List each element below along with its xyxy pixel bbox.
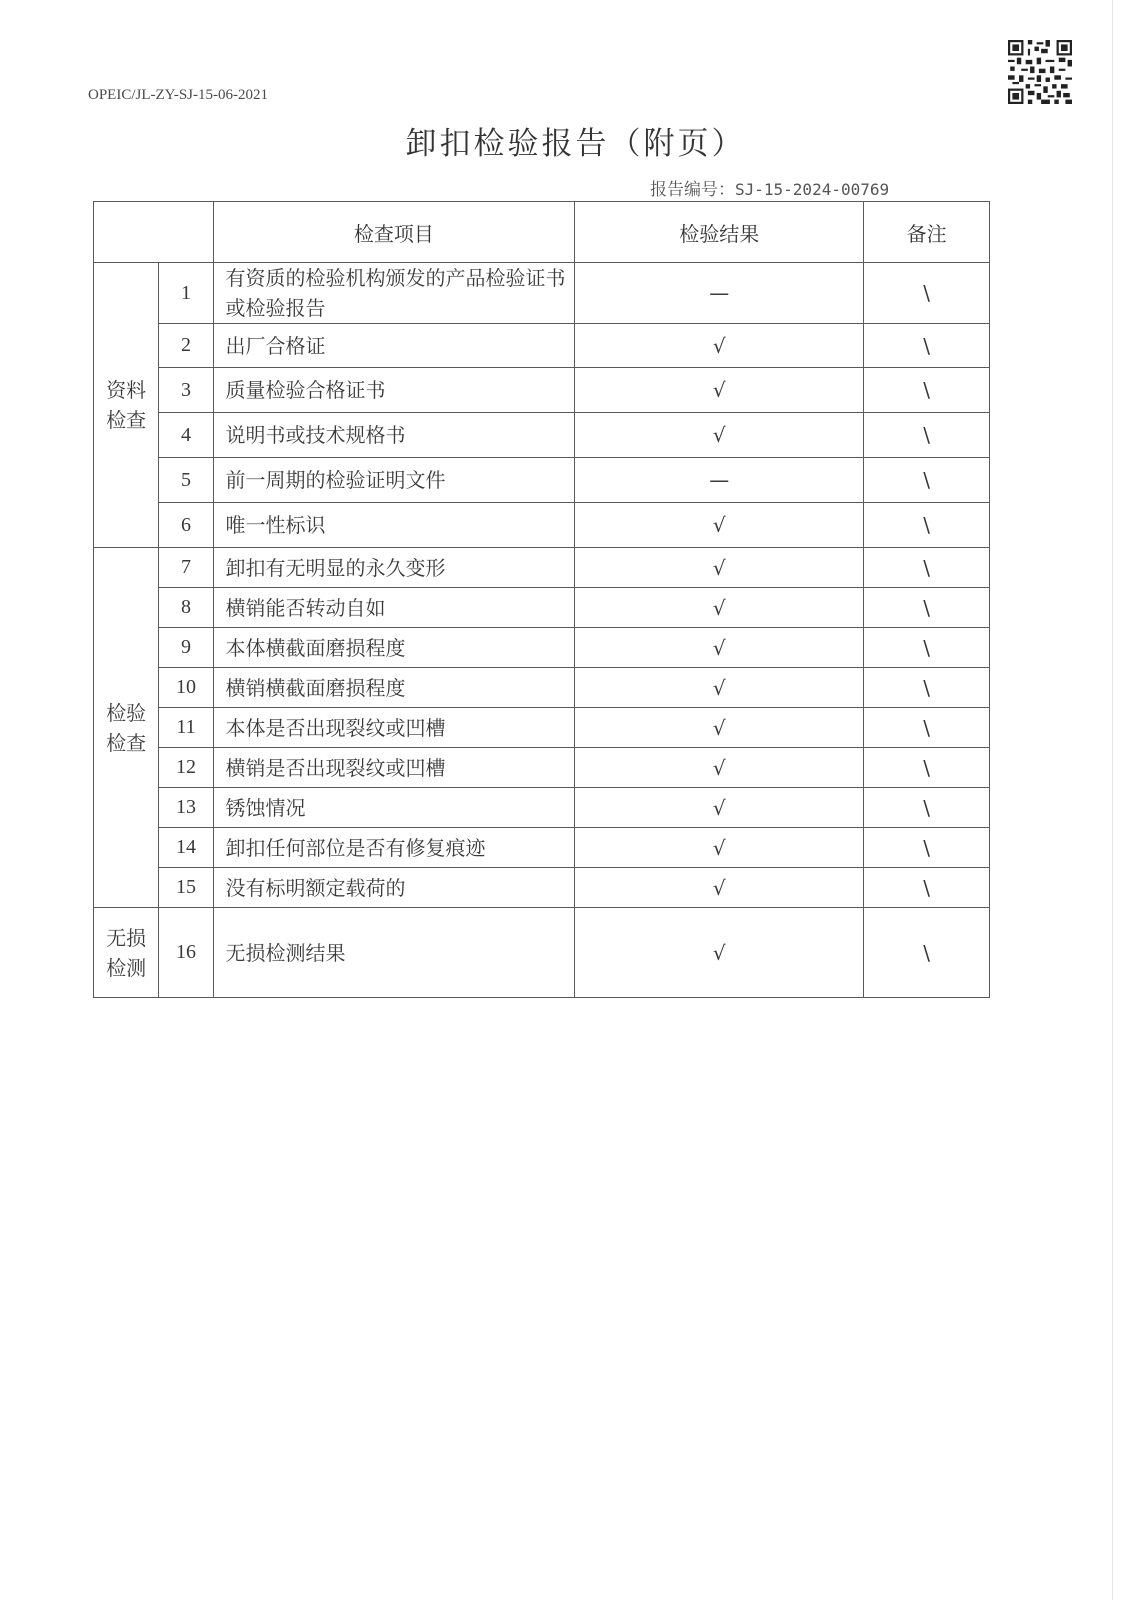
row-item: 说明书或技术规格书 bbox=[213, 413, 575, 458]
row-remark: \ bbox=[864, 868, 990, 908]
table-row bbox=[94, 458, 990, 503]
row-result: √ bbox=[575, 368, 864, 413]
category-label: 检验检查 bbox=[106, 700, 147, 755]
row-item: 没有标明额定载荷的 bbox=[213, 868, 575, 908]
row-result: √ bbox=[575, 324, 864, 368]
row-item: 锈蚀情况 bbox=[213, 788, 575, 828]
category-cell bbox=[94, 908, 159, 998]
row-item: 无损检测结果 bbox=[213, 908, 575, 998]
row-remark: \ bbox=[864, 628, 990, 668]
row-result: √ bbox=[575, 748, 864, 788]
row-remark: \ bbox=[864, 548, 990, 588]
category-cell bbox=[94, 263, 159, 548]
row-result: √ bbox=[575, 868, 864, 908]
table-row bbox=[94, 368, 990, 413]
row-number: 3 bbox=[159, 368, 213, 413]
row-number: 13 bbox=[159, 788, 213, 828]
category-label: 无损检测 bbox=[106, 925, 147, 980]
row-result: √ bbox=[575, 828, 864, 868]
row-remark: \ bbox=[864, 788, 990, 828]
row-number: 15 bbox=[159, 868, 213, 908]
table-row bbox=[94, 868, 990, 908]
row-result: √ bbox=[575, 588, 864, 628]
report-number-value: SJ-15-2024-00769 bbox=[735, 180, 890, 199]
row-item: 出厂合格证 bbox=[213, 324, 575, 368]
row-number: 16 bbox=[159, 908, 213, 998]
report-number bbox=[650, 175, 889, 200]
row-item: 有资质的检验机构颁发的产品检验证书或检验报告 bbox=[213, 263, 575, 324]
page-title: 卸扣检验报告（附页） bbox=[405, 126, 746, 162]
qr-code-icon bbox=[1008, 40, 1072, 104]
document-code: OPEIC/JL-ZY-SJ-15-06-2021 bbox=[88, 87, 268, 103]
row-result: √ bbox=[575, 668, 864, 708]
row-number: 1 bbox=[159, 263, 213, 324]
row-item: 横销横截面磨损程度 bbox=[213, 668, 575, 708]
row-item: 卸扣任何部位是否有修复痕迹 bbox=[213, 828, 575, 868]
header-item: 检查项目 bbox=[213, 202, 575, 263]
row-remark: \ bbox=[864, 263, 990, 324]
row-remark: \ bbox=[864, 668, 990, 708]
row-result: √ bbox=[575, 908, 864, 998]
header-result: 检验结果 bbox=[575, 202, 864, 263]
row-result: √ bbox=[575, 708, 864, 748]
table-row bbox=[94, 628, 990, 668]
row-number: 9 bbox=[159, 628, 213, 668]
inspection-table bbox=[93, 201, 990, 998]
row-number: 11 bbox=[159, 708, 213, 748]
table-row bbox=[94, 748, 990, 788]
row-item: 唯一性标识 bbox=[213, 503, 575, 548]
row-result: √ bbox=[575, 413, 864, 458]
row-remark: \ bbox=[864, 503, 990, 548]
row-number: 6 bbox=[159, 503, 213, 548]
row-remark: \ bbox=[864, 908, 990, 998]
row-number: 2 bbox=[159, 324, 213, 368]
row-result: √ bbox=[575, 503, 864, 548]
category-label: 资料检查 bbox=[106, 378, 147, 432]
row-item: 本体横截面磨损程度 bbox=[213, 628, 575, 668]
row-item: 本体是否出现裂纹或凹槽 bbox=[213, 708, 575, 748]
table-row bbox=[94, 668, 990, 708]
row-number: 5 bbox=[159, 458, 213, 503]
row-number: 10 bbox=[159, 668, 213, 708]
row-number: 7 bbox=[159, 548, 213, 588]
row-number: 8 bbox=[159, 588, 213, 628]
table-row bbox=[94, 708, 990, 748]
table-row bbox=[94, 828, 990, 868]
report-number-label: 报告编号： bbox=[650, 180, 735, 200]
row-remark: \ bbox=[864, 368, 990, 413]
row-remark: \ bbox=[864, 828, 990, 868]
row-item: 前一周期的检验证明文件 bbox=[213, 458, 575, 503]
row-result: √ bbox=[575, 548, 864, 588]
row-remark: \ bbox=[864, 324, 990, 368]
row-remark: \ bbox=[864, 588, 990, 628]
row-result: — bbox=[575, 458, 864, 503]
table-row bbox=[94, 263, 990, 324]
row-result: — bbox=[575, 263, 864, 324]
scan-edge-line bbox=[1112, 0, 1113, 1600]
row-item: 质量检验合格证书 bbox=[213, 368, 575, 413]
table-row bbox=[94, 324, 990, 368]
table-row bbox=[94, 588, 990, 628]
row-remark: \ bbox=[864, 708, 990, 748]
header-blank-cell bbox=[94, 202, 214, 263]
row-remark: \ bbox=[864, 458, 990, 503]
row-number: 14 bbox=[159, 828, 213, 868]
row-result: √ bbox=[575, 788, 864, 828]
row-item: 横销能否转动自如 bbox=[213, 588, 575, 628]
table-row bbox=[94, 503, 990, 548]
category-cell bbox=[94, 548, 159, 908]
table-row bbox=[94, 548, 990, 588]
header-remark: 备注 bbox=[864, 202, 990, 263]
table-header-row bbox=[94, 202, 990, 263]
row-number: 4 bbox=[159, 413, 213, 458]
table-row bbox=[94, 788, 990, 828]
row-number: 12 bbox=[159, 748, 213, 788]
table-row bbox=[94, 413, 990, 458]
row-item: 横销是否出现裂纹或凹槽 bbox=[213, 748, 575, 788]
row-remark: \ bbox=[864, 413, 990, 458]
row-remark: \ bbox=[864, 748, 990, 788]
row-result: √ bbox=[575, 628, 864, 668]
row-item: 卸扣有无明显的永久变形 bbox=[213, 548, 575, 588]
table-row bbox=[94, 908, 990, 998]
